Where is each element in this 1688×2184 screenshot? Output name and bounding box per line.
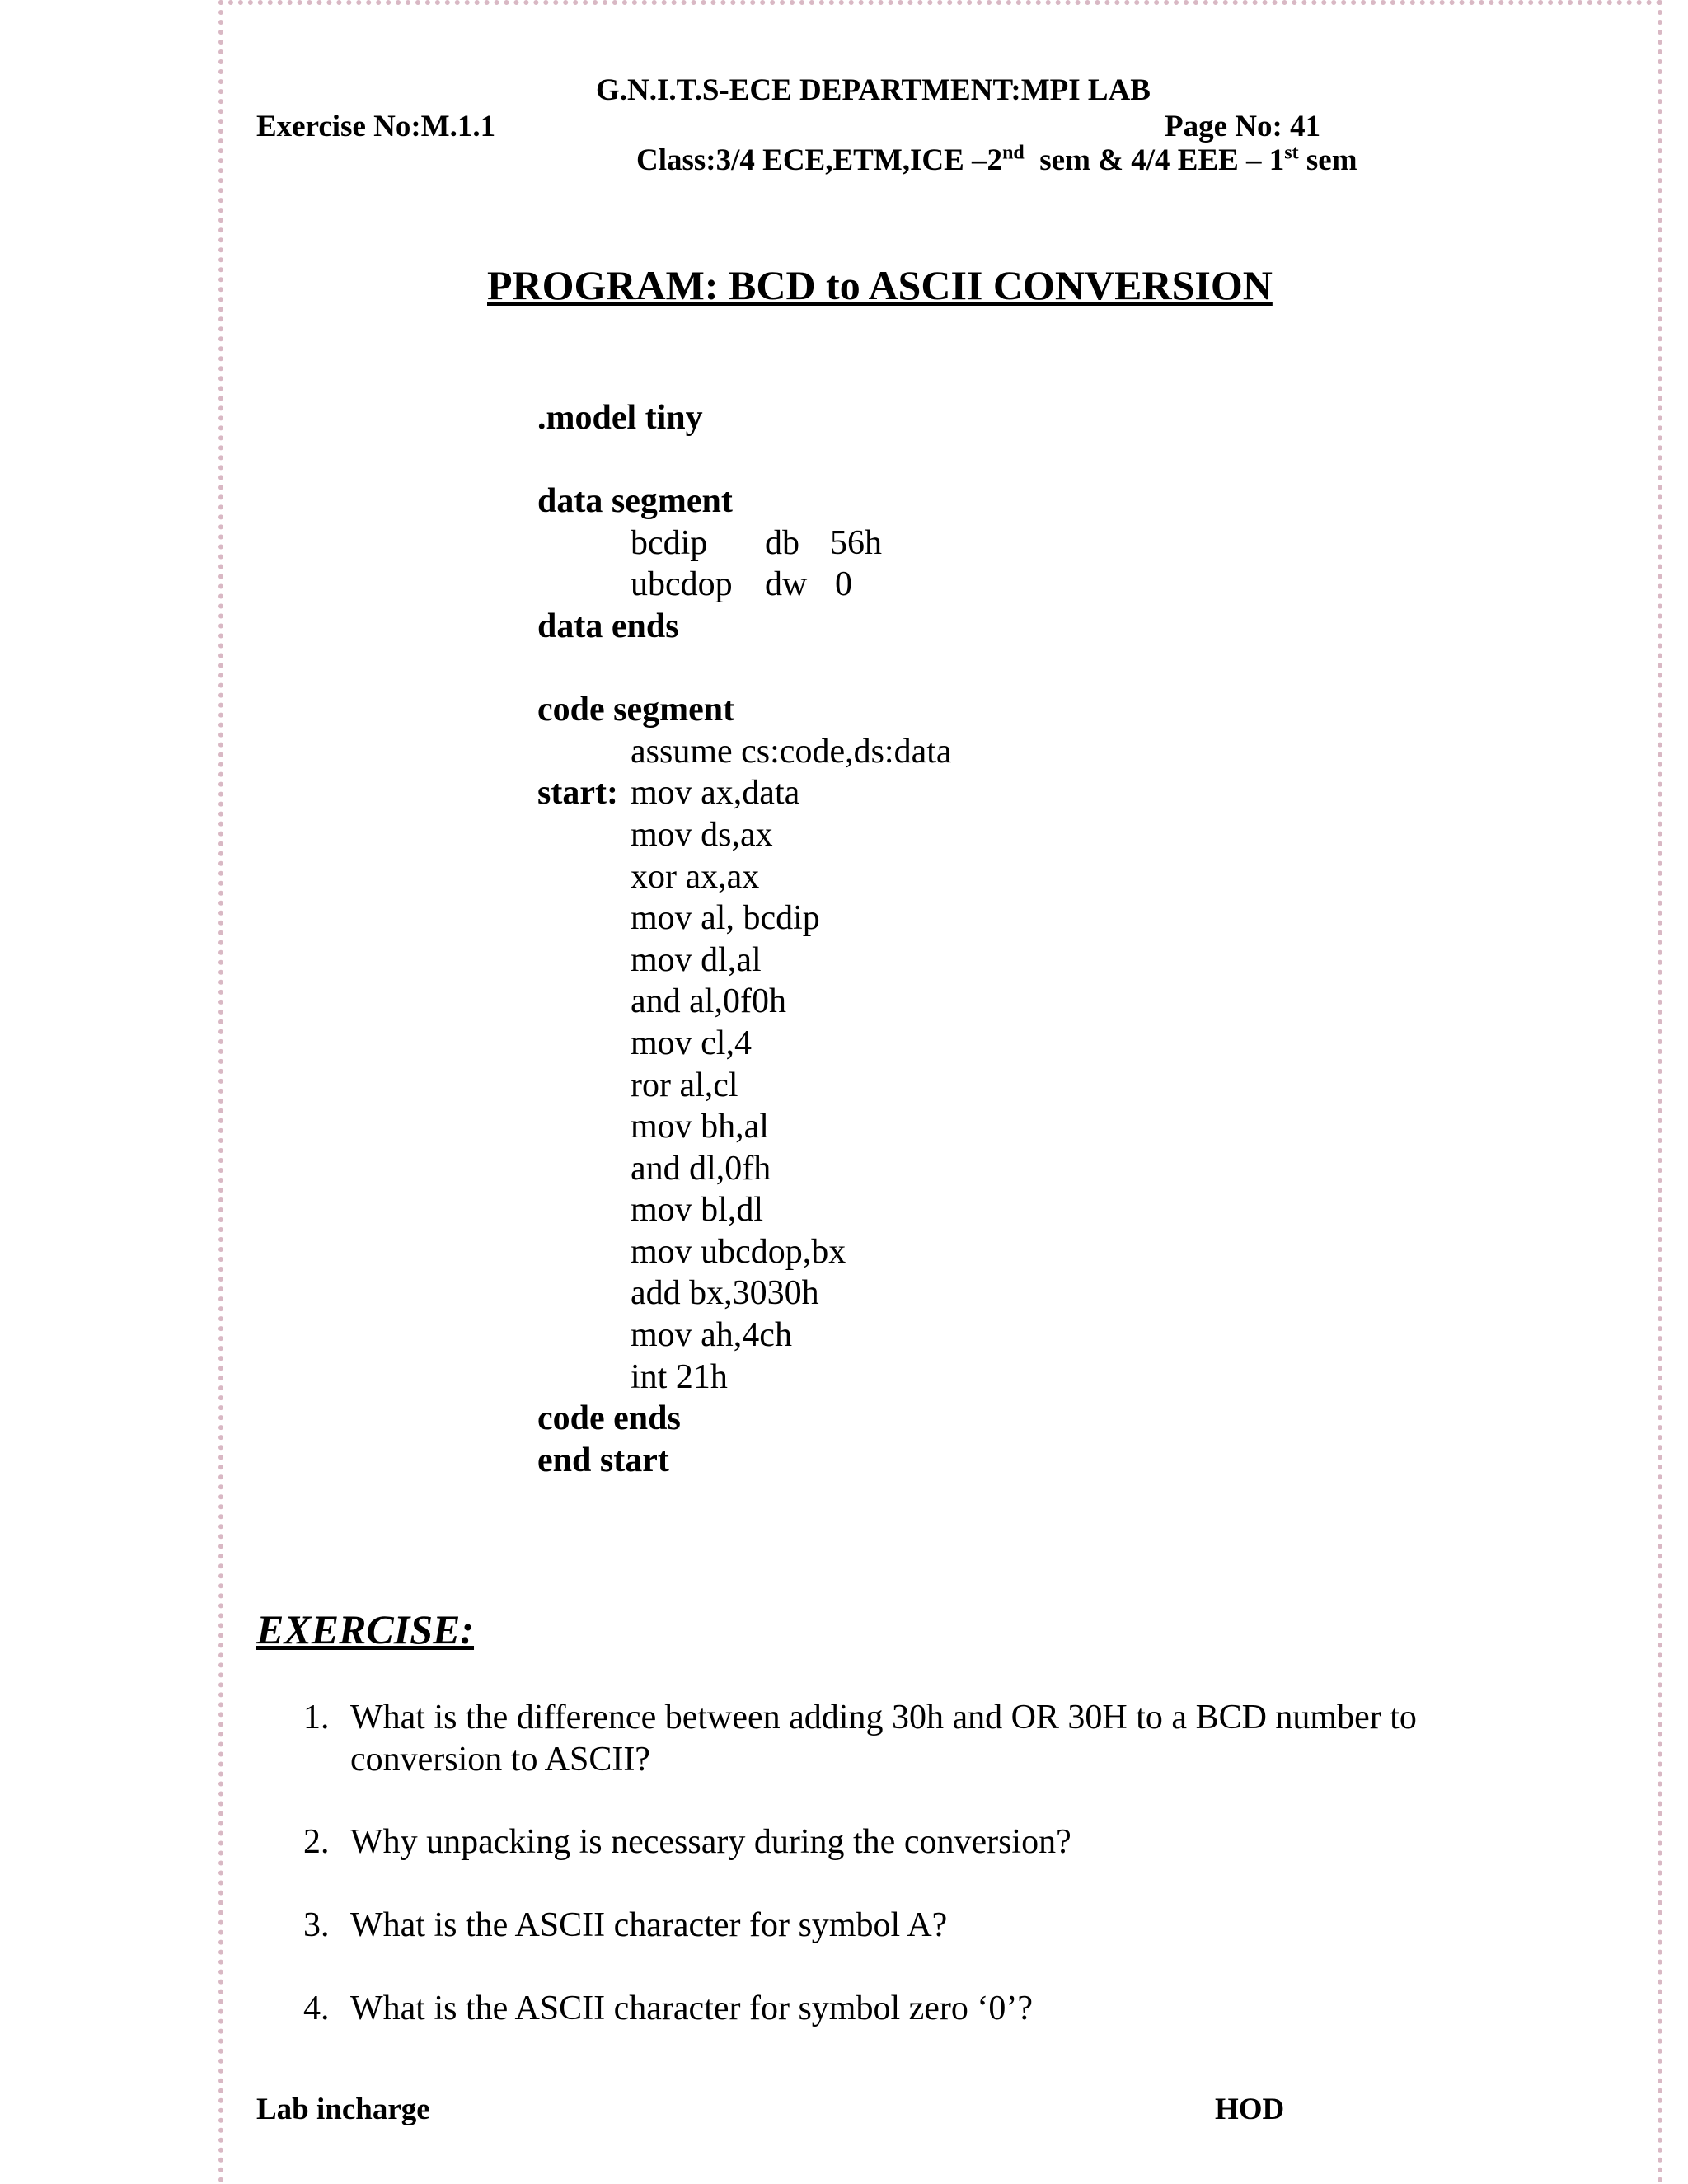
question-number: 2. <box>303 1823 330 1861</box>
code-segment-end: code ends <box>537 1399 681 1438</box>
page-number: Page No: 41 <box>1165 110 1321 143</box>
instruction-line: mov cl,4 <box>631 1024 752 1062</box>
question-text: What is the ASCII character for symbol zero ‘0’? <box>350 1990 1034 2027</box>
question-item <box>303 1697 1507 1781</box>
data-line <box>537 564 1279 606</box>
class-suffix: sem <box>1298 143 1357 177</box>
data-line <box>537 523 1279 565</box>
question-item <box>303 1905 1507 1947</box>
instruction-line: ror al,cl <box>631 1066 738 1104</box>
exercise-heading: EXERCISE: <box>256 1606 475 1652</box>
class-prefix: Class:3/4 ECE,ETM,ICE –2 <box>636 143 1003 177</box>
instruction-block <box>537 772 1279 1398</box>
instruction-line: mov ax,data <box>631 774 800 813</box>
instruction-line: mov ubcdop,bx <box>631 1232 846 1271</box>
data-var-value: 0 <box>835 565 852 604</box>
class-info <box>636 143 1357 178</box>
code-listing <box>537 397 1279 1481</box>
instruction-line: add bx,3030h <box>631 1274 819 1313</box>
data-segment-end: data ends <box>537 607 679 645</box>
program-title: PROGRAM: BCD to ASCII CONVERSION <box>487 262 1273 308</box>
instruction-line: mov bl,dl <box>631 1191 764 1230</box>
question-item <box>303 1988 1507 2030</box>
class-mid: sem & 4/4 EEE – 1 <box>1024 143 1285 177</box>
data-segment-start: data segment <box>537 482 733 521</box>
instruction-line: mov al, bcdip <box>631 899 820 938</box>
instruction-line: mov dl,al <box>631 940 762 979</box>
instruction-line: int 21h <box>631 1357 728 1396</box>
data-var-type: dw <box>765 565 808 604</box>
assume-directive: assume cs:code,ds:data <box>631 732 952 771</box>
question-number: 4. <box>303 1990 330 2027</box>
code-segment-start: code segment <box>537 691 735 729</box>
department-title: G.N.I.T.S-ECE DEPARTMENT:MPI LAB <box>596 73 1151 107</box>
class-sup-nd: nd <box>1002 142 1025 164</box>
instruction-line: mov ah,4ch <box>631 1316 792 1355</box>
data-var-type: db <box>765 523 799 562</box>
start-label: start: <box>537 774 618 813</box>
question-item <box>303 1821 1507 1863</box>
question-number: 3. <box>303 1906 330 1944</box>
question-text: What is the ASCII character for symbol A? <box>350 1906 948 1944</box>
instruction-line: mov ds,ax <box>631 815 773 854</box>
data-var-name: bcdip <box>631 523 708 562</box>
model-directive: .model tiny <box>537 399 703 437</box>
lab-incharge-label: Lab incharge <box>256 2093 430 2126</box>
end-start-directive: end start <box>537 1441 669 1479</box>
instruction-line: xor ax,ax <box>631 857 760 896</box>
data-var-name: ubcdop <box>631 565 733 604</box>
data-var-value: 56h <box>830 523 882 562</box>
instruction-line: mov bh,al <box>631 1108 769 1146</box>
hod-label: HOD <box>1215 2093 1285 2126</box>
question-number: 1. <box>303 1699 330 1736</box>
question-text: Why unpacking is necessary during the conversion? <box>350 1823 1071 1861</box>
instruction-line: and dl,0fh <box>631 1149 771 1188</box>
class-sup-st: st <box>1284 142 1299 164</box>
question-text: What is the difference between adding 30h and OR 30H to a BCD number to conversion to ASCII? <box>350 1699 1417 1779</box>
instruction-line: and al,0f0h <box>631 982 786 1021</box>
exercise-number: Exercise No:M.1.1 <box>256 110 496 143</box>
